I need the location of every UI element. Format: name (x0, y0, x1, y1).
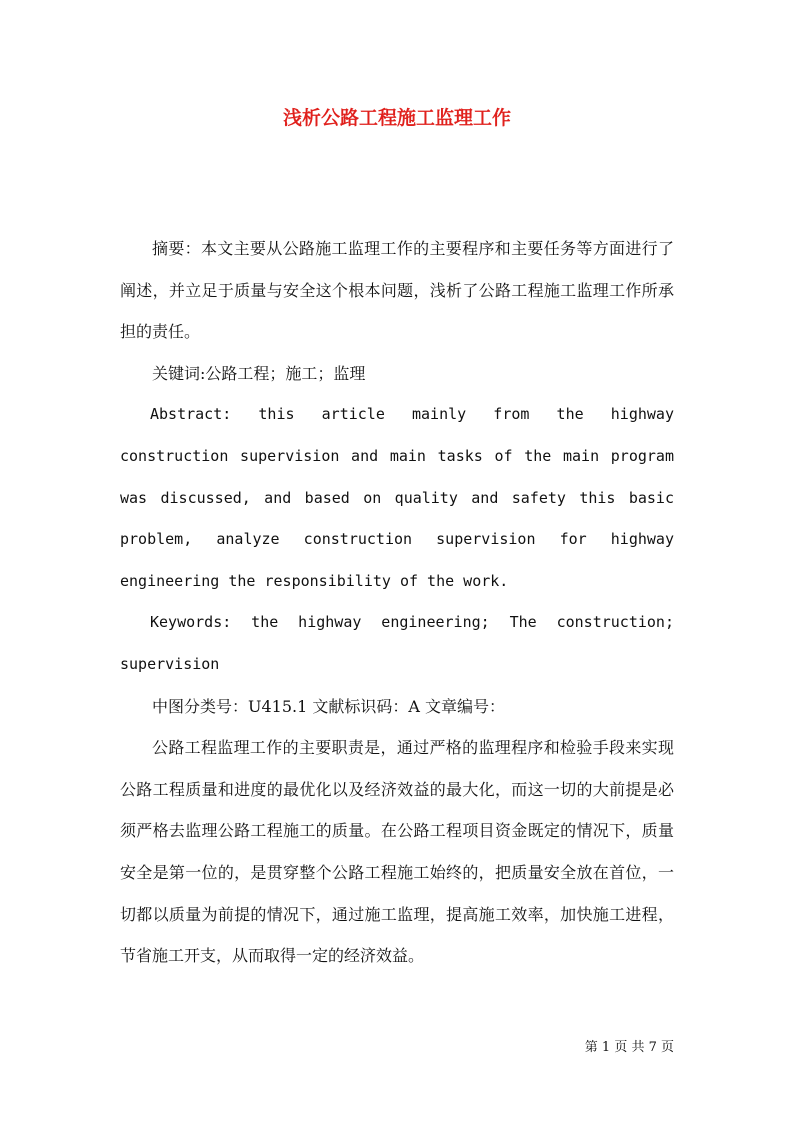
document-body (120, 228, 674, 977)
page-indicator: 第 1 页 共 7 页 (584, 1040, 674, 1055)
keywords-chinese: 关键词:公路工程；施工；监理 (152, 363, 366, 383)
classification-line: 中图分类号：U415.1 文献标识码：A 文章编号： (152, 696, 506, 716)
keywords-english: Keywords: the highway engineering; The construction; supervision (120, 613, 674, 673)
document-title: 浅析公路工程施工监理工作 (282, 107, 511, 129)
abstract-chinese: 摘要：本文主要从公路施工监理工作的主要程序和主要任务等方面进行了阐述，并立足于质量与安全这个根本问题，浅析了公路工程施工监理工作所承担的责任。 (120, 239, 674, 342)
abstract-english: Abstract: this article mainly from the highway construction supervision and main tasks of the main program was discussed, and based on quality and safety this basic problem, analyze construction supervision for highway engineering the responsibility of the work. (120, 405, 674, 590)
body-paragraph: 公路工程监理工作的主要职责是，通过严格的监理程序和检验手段来实现公路工程质量和进度的最优化以及经济效益的最大化，而这一切的大前提是必须严格去监理公路工程施工的质量。在公路工程项目资金既定的情况下，质量安全是第一位的，是贯穿整个公路工程施工始终的，把质量安全放在首位，一切都以质量为前提的情况下，通过施工监理，提高施工效率，加快施工进程，节省施工开支，从而取得一定的经济效益。 (120, 738, 674, 966)
